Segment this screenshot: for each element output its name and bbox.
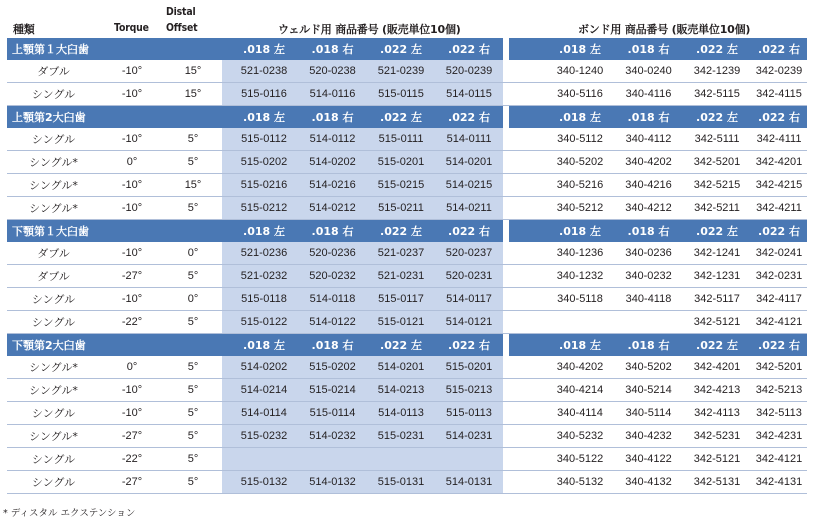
row-distal-offset: 5° xyxy=(164,197,222,220)
table-row xyxy=(7,151,807,174)
section-spacer xyxy=(509,334,546,357)
weld-part-number: 514-0114 xyxy=(230,402,298,425)
weld-part-number: 514-0121 xyxy=(435,311,503,334)
bond-part-number: 342-5131 xyxy=(683,471,751,494)
row-type: ダブル xyxy=(7,242,100,265)
bond-part-number: 342-5201 xyxy=(683,151,751,174)
bond-part-number: 342-1241 xyxy=(683,242,751,265)
weld-pad xyxy=(222,448,230,471)
weld-pad xyxy=(222,197,230,220)
bond-part-number: 340-5116 xyxy=(546,83,614,106)
header-bond xyxy=(578,21,750,37)
bond-part-number: 340-1240 xyxy=(546,60,614,83)
table-row xyxy=(7,448,807,471)
bond-part-number: 342-0241 xyxy=(751,242,807,265)
bond-part-number: 340-4202 xyxy=(614,151,683,174)
row-distal-offset: 5° xyxy=(164,311,222,334)
weld-size-label: .022 右 xyxy=(435,38,503,60)
weld-part-number: 515-0232 xyxy=(230,425,298,448)
weld-part-number: 515-0201 xyxy=(367,151,435,174)
weld-part-number xyxy=(230,448,298,471)
bond-part-number: 340-1236 xyxy=(546,242,614,265)
row-spacer xyxy=(509,174,546,197)
row-spacer xyxy=(509,83,546,106)
section-name: 下顎第１大臼歯 xyxy=(7,220,222,243)
section-spacer xyxy=(509,106,546,129)
weld-part-number: 514-0213 xyxy=(367,379,435,402)
weld-pad xyxy=(222,128,230,151)
weld-size-label: .022 右 xyxy=(435,220,503,243)
bond-part-number: 340-1232 xyxy=(546,265,614,288)
table-row xyxy=(7,425,807,448)
bond-part-number: 342-5117 xyxy=(683,288,751,311)
row-spacer xyxy=(509,448,546,471)
section-spacer xyxy=(509,38,546,60)
bond-part-number: 340-4216 xyxy=(614,174,683,197)
header-distal-text: Distal xyxy=(166,5,196,18)
weld-note: (販売単位10個) xyxy=(382,23,461,36)
weld-pad xyxy=(222,60,230,83)
weld-part-number xyxy=(298,448,367,471)
weld-part-number: 514-0117 xyxy=(435,288,503,311)
row-distal-offset: 0° xyxy=(164,288,222,311)
row-type: シングル* xyxy=(7,197,100,220)
bond-part-number: 342-4121 xyxy=(751,448,807,471)
bond-size-label: .018 右 xyxy=(614,220,683,243)
bond-part-number: 340-4118 xyxy=(614,288,683,311)
row-torque: -10° xyxy=(100,128,164,151)
weld-part-number: 514-0131 xyxy=(435,471,503,494)
row-torque: 0° xyxy=(100,151,164,174)
bond-part-number: 342-4113 xyxy=(683,402,751,425)
bond-part-number: 342-1239 xyxy=(683,60,751,83)
row-spacer xyxy=(509,128,546,151)
row-distal-offset: 5° xyxy=(164,379,222,402)
bond-part-number: 340-4212 xyxy=(614,197,683,220)
weld-pad xyxy=(222,83,230,106)
weld-part-number: 515-0212 xyxy=(230,197,298,220)
weld-part-number: 514-0115 xyxy=(435,83,503,106)
weld-size-label: .022 左 xyxy=(367,38,435,60)
row-type: シングル* xyxy=(7,356,100,379)
row-type: シングル xyxy=(7,311,100,334)
weld-part-number: 515-0114 xyxy=(298,402,367,425)
weld-part-number: 515-0121 xyxy=(367,311,435,334)
product-number-table xyxy=(7,38,807,494)
weld-part-number: 515-0213 xyxy=(435,379,503,402)
weld-size-label: .018 右 xyxy=(298,38,367,60)
bond-size-label: .022 右 xyxy=(751,220,807,243)
weld-size-label: .018 左 xyxy=(230,38,298,60)
weld-pad xyxy=(222,356,230,379)
row-distal-offset: 5° xyxy=(164,425,222,448)
row-distal-offset: 5° xyxy=(164,448,222,471)
bond-part-number: 342-5231 xyxy=(683,425,751,448)
header-type: 種類 xyxy=(13,23,35,36)
weld-pad xyxy=(222,265,230,288)
bond-part-number: 340-5122 xyxy=(546,448,614,471)
row-type: シングル xyxy=(7,288,100,311)
weld-part-number: 515-0214 xyxy=(298,379,367,402)
weld-part-number: 514-0202 xyxy=(298,151,367,174)
section-name: 上顎第１大臼歯 xyxy=(7,38,222,60)
weld-part-number: 515-0111 xyxy=(367,128,435,151)
weld-part-number: 515-0231 xyxy=(367,425,435,448)
bond-size-label: .018 左 xyxy=(546,334,614,357)
weld-size-label: .018 右 xyxy=(298,220,367,243)
table-row xyxy=(7,471,807,494)
bond-size-label: .018 左 xyxy=(546,38,614,60)
bond-part-number: 340-0236 xyxy=(614,242,683,265)
weld-pad xyxy=(222,311,230,334)
row-torque: -10° xyxy=(100,83,164,106)
row-type: シングル xyxy=(7,83,100,106)
bond-part-number: 342-4201 xyxy=(751,151,807,174)
weld-part-number: 521-0236 xyxy=(230,242,298,265)
bond-part-number: 342-4111 xyxy=(751,128,807,151)
weld-part-number: 520-0231 xyxy=(435,265,503,288)
weld-part-number: 515-0118 xyxy=(230,288,298,311)
table-row xyxy=(7,402,807,425)
row-type: シングル xyxy=(7,471,100,494)
weld-part-number: 514-0113 xyxy=(367,402,435,425)
bond-part-number: 340-4202 xyxy=(546,356,614,379)
bond-size-label: .022 左 xyxy=(683,38,751,60)
row-spacer xyxy=(509,425,546,448)
section-spacer xyxy=(222,38,230,60)
weld-part-number: 521-0239 xyxy=(367,60,435,83)
row-distal-offset: 5° xyxy=(164,128,222,151)
weld-part-number: 515-0215 xyxy=(367,174,435,197)
weld-part-number: 515-0216 xyxy=(230,174,298,197)
bond-part-number: 342-4231 xyxy=(751,425,807,448)
bond-part-number: 340-0232 xyxy=(614,265,683,288)
footnote: * ディスタル エクステンション xyxy=(3,508,136,519)
weld-part-number: 514-0118 xyxy=(298,288,367,311)
bond-size-label: .022 右 xyxy=(751,334,807,357)
weld-size-label: .018 左 xyxy=(230,220,298,243)
header-torque xyxy=(114,21,155,34)
row-type: シングル* xyxy=(7,379,100,402)
table-row xyxy=(7,288,807,311)
table-row xyxy=(7,174,807,197)
table-row xyxy=(7,128,807,151)
table-row xyxy=(7,356,807,379)
row-torque: -10° xyxy=(100,242,164,265)
weld-pad xyxy=(222,242,230,265)
bond-part-number: 342-4201 xyxy=(683,356,751,379)
row-torque: -27° xyxy=(100,265,164,288)
header-offset-text: Offset xyxy=(166,21,198,34)
row-type: ダブル xyxy=(7,60,100,83)
weld-size-label: .018 右 xyxy=(298,334,367,357)
section-spacer xyxy=(222,334,230,357)
bond-part-number: 340-5202 xyxy=(614,356,683,379)
weld-part-number: 514-0214 xyxy=(230,379,298,402)
row-torque: -10° xyxy=(100,60,164,83)
bond-part-number: 340-0240 xyxy=(614,60,683,83)
bond-part-number: 340-4132 xyxy=(614,471,683,494)
bond-part-number: 340-4214 xyxy=(546,379,614,402)
bond-part-number: 340-4114 xyxy=(546,402,614,425)
weld-size-label: .022 左 xyxy=(367,220,435,243)
row-distal-offset: 5° xyxy=(164,151,222,174)
weld-part-number: 515-0115 xyxy=(367,83,435,106)
weld-part-number: 514-0215 xyxy=(435,174,503,197)
row-distal-offset: 15° xyxy=(164,83,222,106)
row-type: シングル xyxy=(7,402,100,425)
weld-part-number: 515-0112 xyxy=(230,128,298,151)
bond-part-number: 342-0239 xyxy=(751,60,807,83)
bond-part-number: 342-5213 xyxy=(751,379,807,402)
row-type: ダブル xyxy=(7,265,100,288)
weld-part-number: 515-0202 xyxy=(230,151,298,174)
bond-part-number: 342-5211 xyxy=(683,197,751,220)
header-distal xyxy=(166,5,201,18)
weld-part-number: 521-0231 xyxy=(367,265,435,288)
bond-part-number: 342-1231 xyxy=(683,265,751,288)
bond-part-number xyxy=(546,311,614,334)
weld-size-label: .022 右 xyxy=(435,334,503,357)
bond-part-number: 340-4112 xyxy=(614,128,683,151)
row-spacer xyxy=(509,197,546,220)
bond-part-number: 340-4122 xyxy=(614,448,683,471)
weld-part-number: 521-0232 xyxy=(230,265,298,288)
table-row xyxy=(7,311,807,334)
row-distal-offset: 5° xyxy=(164,265,222,288)
weld-size-label: .022 左 xyxy=(367,334,435,357)
weld-part-number: 515-0131 xyxy=(367,471,435,494)
bond-size-label: .018 左 xyxy=(546,220,614,243)
bond-part-number: 342-4117 xyxy=(751,288,807,311)
row-distal-offset: 15° xyxy=(164,174,222,197)
row-distal-offset: 5° xyxy=(164,402,222,425)
row-torque: -27° xyxy=(100,471,164,494)
row-torque: -10° xyxy=(100,174,164,197)
weld-part-number: 515-0117 xyxy=(367,288,435,311)
weld-part-number: 515-0211 xyxy=(367,197,435,220)
row-type: シングル xyxy=(7,128,100,151)
row-torque: -10° xyxy=(100,288,164,311)
weld-pad xyxy=(222,402,230,425)
row-torque: -10° xyxy=(100,379,164,402)
weld-size-label: .018 左 xyxy=(230,106,298,129)
bond-part-number: 340-4232 xyxy=(614,425,683,448)
bond-size-label: .022 左 xyxy=(683,334,751,357)
bond-part-number: 340-5132 xyxy=(546,471,614,494)
bond-part-number: 342-4115 xyxy=(751,83,807,106)
weld-part-number: 515-0202 xyxy=(298,356,367,379)
row-torque: 0° xyxy=(100,356,164,379)
bond-part-number: 340-5232 xyxy=(546,425,614,448)
weld-part-number: 515-0116 xyxy=(230,83,298,106)
section-header xyxy=(7,38,807,60)
row-spacer xyxy=(509,151,546,174)
row-spacer xyxy=(509,242,546,265)
bond-part-number: 340-5214 xyxy=(614,379,683,402)
weld-part-number xyxy=(435,448,503,471)
section-spacer xyxy=(222,220,230,243)
weld-part-number: 514-0232 xyxy=(298,425,367,448)
weld-part-number: 514-0132 xyxy=(298,471,367,494)
bond-size-label: .022 左 xyxy=(683,106,751,129)
section-header xyxy=(7,220,807,243)
bond-part-number: 340-4116 xyxy=(614,83,683,106)
weld-part-number: 514-0112 xyxy=(298,128,367,151)
bond-part-number xyxy=(614,311,683,334)
row-distal-offset: 0° xyxy=(164,242,222,265)
section-header xyxy=(7,106,807,129)
weld-part-number: 521-0238 xyxy=(230,60,298,83)
bond-size-label: .018 右 xyxy=(614,334,683,357)
row-spacer xyxy=(509,265,546,288)
bond-size-label: .022 右 xyxy=(751,106,807,129)
row-torque: -22° xyxy=(100,311,164,334)
bond-size-label: .018 右 xyxy=(614,106,683,129)
row-distal-offset: 15° xyxy=(164,60,222,83)
weld-pad xyxy=(222,471,230,494)
bond-part-number: 340-5112 xyxy=(546,128,614,151)
row-type: シングル* xyxy=(7,174,100,197)
bond-part-number: 342-5113 xyxy=(751,402,807,425)
row-distal-offset: 5° xyxy=(164,356,222,379)
section-header xyxy=(7,334,807,357)
row-spacer xyxy=(509,379,546,402)
header-weld xyxy=(278,21,461,37)
weld-size-label: .018 右 xyxy=(298,106,367,129)
weld-part-number: 520-0238 xyxy=(298,60,367,83)
header-offset xyxy=(166,21,203,34)
section-name: 上顎第2大臼歯 xyxy=(7,106,222,129)
table-row xyxy=(7,197,807,220)
row-type: シングル* xyxy=(7,425,100,448)
row-torque: -27° xyxy=(100,425,164,448)
weld-size-label: .022 左 xyxy=(367,106,435,129)
header-torque-text: Torque xyxy=(114,21,149,34)
row-torque: -10° xyxy=(100,402,164,425)
table-row xyxy=(7,265,807,288)
weld-pad xyxy=(222,151,230,174)
weld-part-number xyxy=(367,448,435,471)
row-spacer xyxy=(509,402,546,425)
row-distal-offset: 5° xyxy=(164,471,222,494)
bond-part-number: 342-0231 xyxy=(751,265,807,288)
row-spacer xyxy=(509,288,546,311)
weld-part-number: 514-0231 xyxy=(435,425,503,448)
weld-part-number: 515-0201 xyxy=(435,356,503,379)
weld-title: ウェルド用 商品番号 xyxy=(278,23,379,36)
weld-part-number: 514-0216 xyxy=(298,174,367,197)
row-torque: -22° xyxy=(100,448,164,471)
bond-part-number: 340-5202 xyxy=(546,151,614,174)
bond-part-number: 342-5121 xyxy=(683,311,751,334)
weld-part-number: 514-0116 xyxy=(298,83,367,106)
weld-part-number: 515-0113 xyxy=(435,402,503,425)
bond-part-number: 342-5215 xyxy=(683,174,751,197)
row-torque: -10° xyxy=(100,197,164,220)
weld-part-number: 514-0201 xyxy=(435,151,503,174)
weld-part-number: 514-0202 xyxy=(230,356,298,379)
bond-part-number: 342-5111 xyxy=(683,128,751,151)
row-spacer xyxy=(509,311,546,334)
weld-part-number: 514-0201 xyxy=(367,356,435,379)
section-spacer xyxy=(509,220,546,243)
weld-part-number: 520-0232 xyxy=(298,265,367,288)
weld-part-number: 520-0237 xyxy=(435,242,503,265)
weld-part-number: 521-0237 xyxy=(367,242,435,265)
weld-pad xyxy=(222,174,230,197)
row-spacer xyxy=(509,356,546,379)
row-type: シングル* xyxy=(7,151,100,174)
table-row xyxy=(7,83,807,106)
table-row xyxy=(7,379,807,402)
weld-part-number: 514-0111 xyxy=(435,128,503,151)
bond-part-number: 342-4211 xyxy=(751,197,807,220)
row-type: シングル xyxy=(7,448,100,471)
weld-part-number: 515-0132 xyxy=(230,471,298,494)
weld-size-label: .018 左 xyxy=(230,334,298,357)
bond-size-label: .022 左 xyxy=(683,220,751,243)
row-spacer xyxy=(509,60,546,83)
bond-note: (販売単位10個) xyxy=(671,23,751,36)
section-spacer xyxy=(222,106,230,129)
bond-part-number: 340-5216 xyxy=(546,174,614,197)
weld-part-number: 520-0239 xyxy=(435,60,503,83)
bond-size-label: .022 右 xyxy=(751,38,807,60)
bond-size-label: .018 右 xyxy=(614,38,683,60)
bond-size-label: .018 左 xyxy=(546,106,614,129)
weld-part-number: 515-0122 xyxy=(230,311,298,334)
weld-part-number: 514-0122 xyxy=(298,311,367,334)
bond-part-number: 342-5121 xyxy=(683,448,751,471)
bond-part-number: 340-5118 xyxy=(546,288,614,311)
weld-pad xyxy=(222,379,230,402)
weld-part-number: 514-0212 xyxy=(298,197,367,220)
bond-part-number: 340-5212 xyxy=(546,197,614,220)
bond-part-number: 342-4215 xyxy=(751,174,807,197)
weld-pad xyxy=(222,288,230,311)
weld-pad xyxy=(222,425,230,448)
row-spacer xyxy=(509,471,546,494)
table-row xyxy=(7,60,807,83)
bond-part-number: 342-4121 xyxy=(751,311,807,334)
weld-size-label: .022 右 xyxy=(435,106,503,129)
weld-part-number: 514-0211 xyxy=(435,197,503,220)
bond-title: ボンド用 商品番号 xyxy=(578,23,669,36)
bond-part-number: 340-5114 xyxy=(614,402,683,425)
section-name: 下顎第2大臼歯 xyxy=(7,334,222,357)
bond-part-number: 342-5201 xyxy=(751,356,807,379)
bond-part-number: 342-5115 xyxy=(683,83,751,106)
bond-part-number: 342-4213 xyxy=(683,379,751,402)
bond-part-number: 342-4131 xyxy=(751,471,807,494)
table-row xyxy=(7,242,807,265)
weld-part-number: 520-0236 xyxy=(298,242,367,265)
